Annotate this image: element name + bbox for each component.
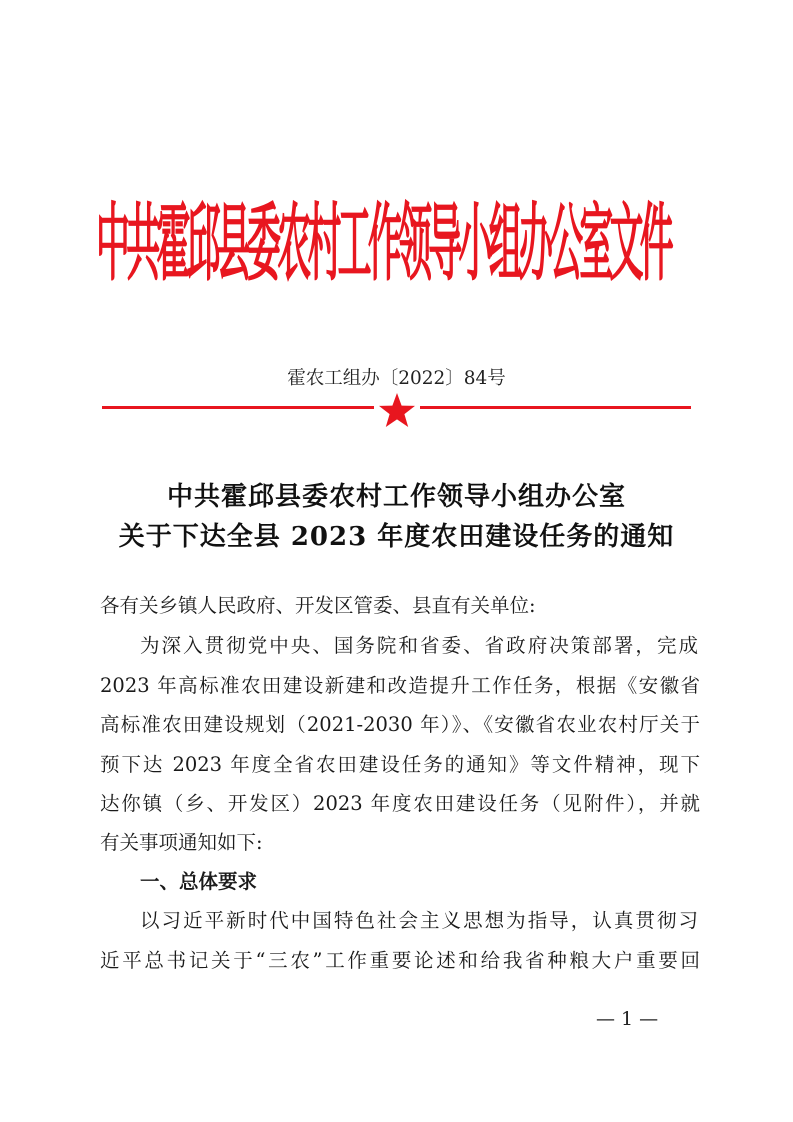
paragraph-line: 2023 年高标准农田建设新建和改造提升工作任务，根据《安徽省 — [100, 674, 700, 697]
notice-title-line-1: 中共霍邱县委农村工作领导小组办公室 — [166, 482, 626, 512]
document-number: 霍农工组办〔2022〕84号 — [287, 368, 506, 389]
paragraph-line: 达你镇（乡、开发区）2023 年度农田建设任务（见附件），并就 — [100, 792, 700, 815]
red-divider-right — [420, 406, 691, 409]
issuer-masthead — [96, 180, 702, 310]
addressee: 各有关乡镇人民政府、开发区管委、县直有关单位: — [100, 594, 536, 617]
paragraph-line: 近平总书记关于“三农”工作重要论述和给我省种粮大户重要回 — [100, 949, 700, 972]
page-number: — 1 — — [596, 1008, 659, 1030]
star-icon — [378, 392, 416, 428]
paragraph-line: 为深入贯彻党中央、国务院和省委、省政府决策部署，完成 — [140, 634, 698, 657]
issuer-title: 中共霍邱县委农村工作领导小组办公室文件 — [96, 196, 670, 294]
paragraph-line: 以习近平新时代中国特色社会主义思想为指导，认真贯彻习 — [140, 909, 698, 932]
notice-title-line-2: 关于下达全县 2023 年度农田建设任务的通知 — [118, 522, 675, 552]
section-heading: 一、总体要求 — [140, 870, 258, 893]
red-divider-left — [102, 406, 374, 409]
paragraph-line: 有关事项通知如下: — [100, 831, 263, 854]
paragraph-line: 高标准农田建设规划（2021-2030 年）》、《安徽省农业农村厅关于 — [100, 713, 700, 736]
paragraph-line: 预下达 2023 年度全省农田建设任务的通知》等文件精神，现下 — [100, 753, 700, 776]
